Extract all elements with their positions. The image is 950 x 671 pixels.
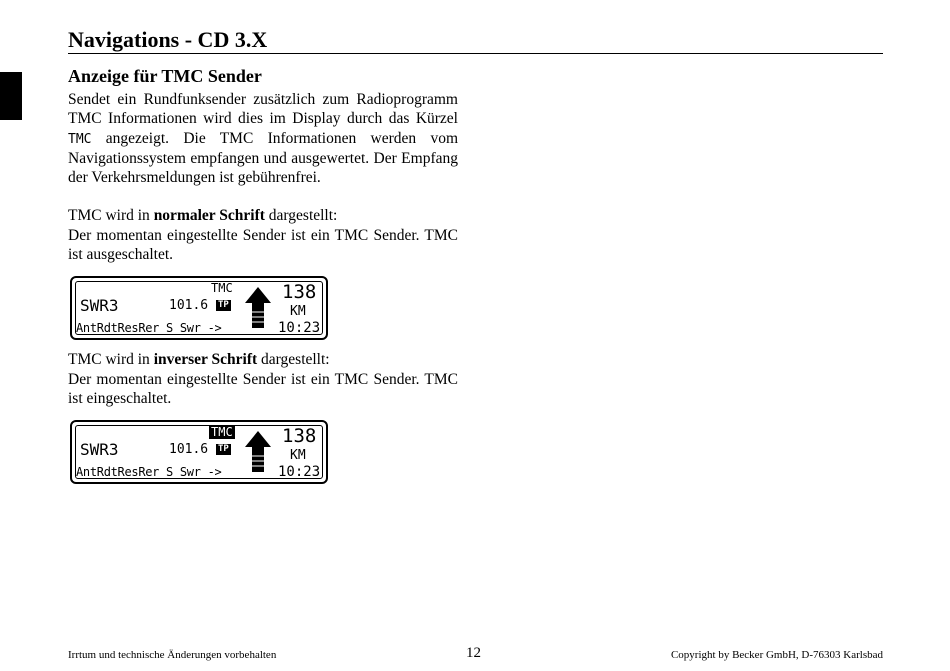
normal-bold: normaler Schrift [153,207,265,225]
station-name: SWR3 [80,296,119,316]
tp-badge: TP [218,300,229,311]
display-normal [70,276,328,340]
clock: 10:23 [278,320,321,337]
straight-arrow-icon [244,430,272,474]
inverse-bold: inverser Schrift [153,351,258,369]
station-name: SWR3 [80,440,119,460]
tmc-code: TMC [68,131,92,147]
status-line: AntRdtResRer S Swr -> [76,321,222,336]
inverse-description: Der momentan eingestellte Sender ist ein TMC Sender. TMC ist eingeschaltet. [68,370,458,407]
clock: 10:23 [278,464,321,481]
straight-arrow-icon [244,286,272,330]
distance-unit: KM [290,448,306,464]
frequency: 101.6 [169,442,209,458]
distance-value: 138 [282,281,317,304]
page-title: Navigations - CD 3.X [68,27,268,52]
page-number: 12 [466,645,481,661]
normal-description: Der momentan eingestellte Sender ist ein TMC Sender. TMC ist ausgeschaltet. [68,226,458,264]
section-title: Anzeige für TMC Sender [68,66,262,86]
distance-value: 138 [282,425,317,448]
inverse-suffix: dargestellt: [257,351,330,369]
normal-suffix: dargestellt: [264,207,338,225]
footer-disclaimer: Irrtum und technische Änderungen vorbehalten [68,649,277,661]
intro-text-2: angezeigt. Die TMC Informationen werden vom Navigationssystem empfangen und ausgewertet. Der Empfang der Verkehrsmeldungen ist gebührenfrei. [68,129,458,187]
inverse-heading [68,350,458,369]
intro-text-1: Sendet ein Rundfunksender zusätzlich zum Radioprogramm TMC Informationen wird dies im Display durch das Kürzel [68,91,458,128]
tp-badge: TP [218,444,229,455]
display-inverse [70,420,328,484]
tmc-indicator: TMC [211,281,233,296]
distance-unit: KM [290,304,306,320]
inverse-prefix: TMC wird in [68,351,154,369]
chapter-tab-marker [0,72,22,120]
status-line: AntRdtResRer S Swr -> [76,465,222,480]
normal-prefix: TMC wird in [68,207,154,225]
tmc-indicator-inverse: TMC [211,425,233,440]
intro-paragraph [68,90,458,187]
footer-copyright: Copyright by Becker GmbH, D-76303 Karlsbad [670,649,883,661]
page-header [68,27,883,54]
main-content [68,64,458,494]
normal-heading [68,206,458,225]
frequency: 101.6 [169,298,209,314]
